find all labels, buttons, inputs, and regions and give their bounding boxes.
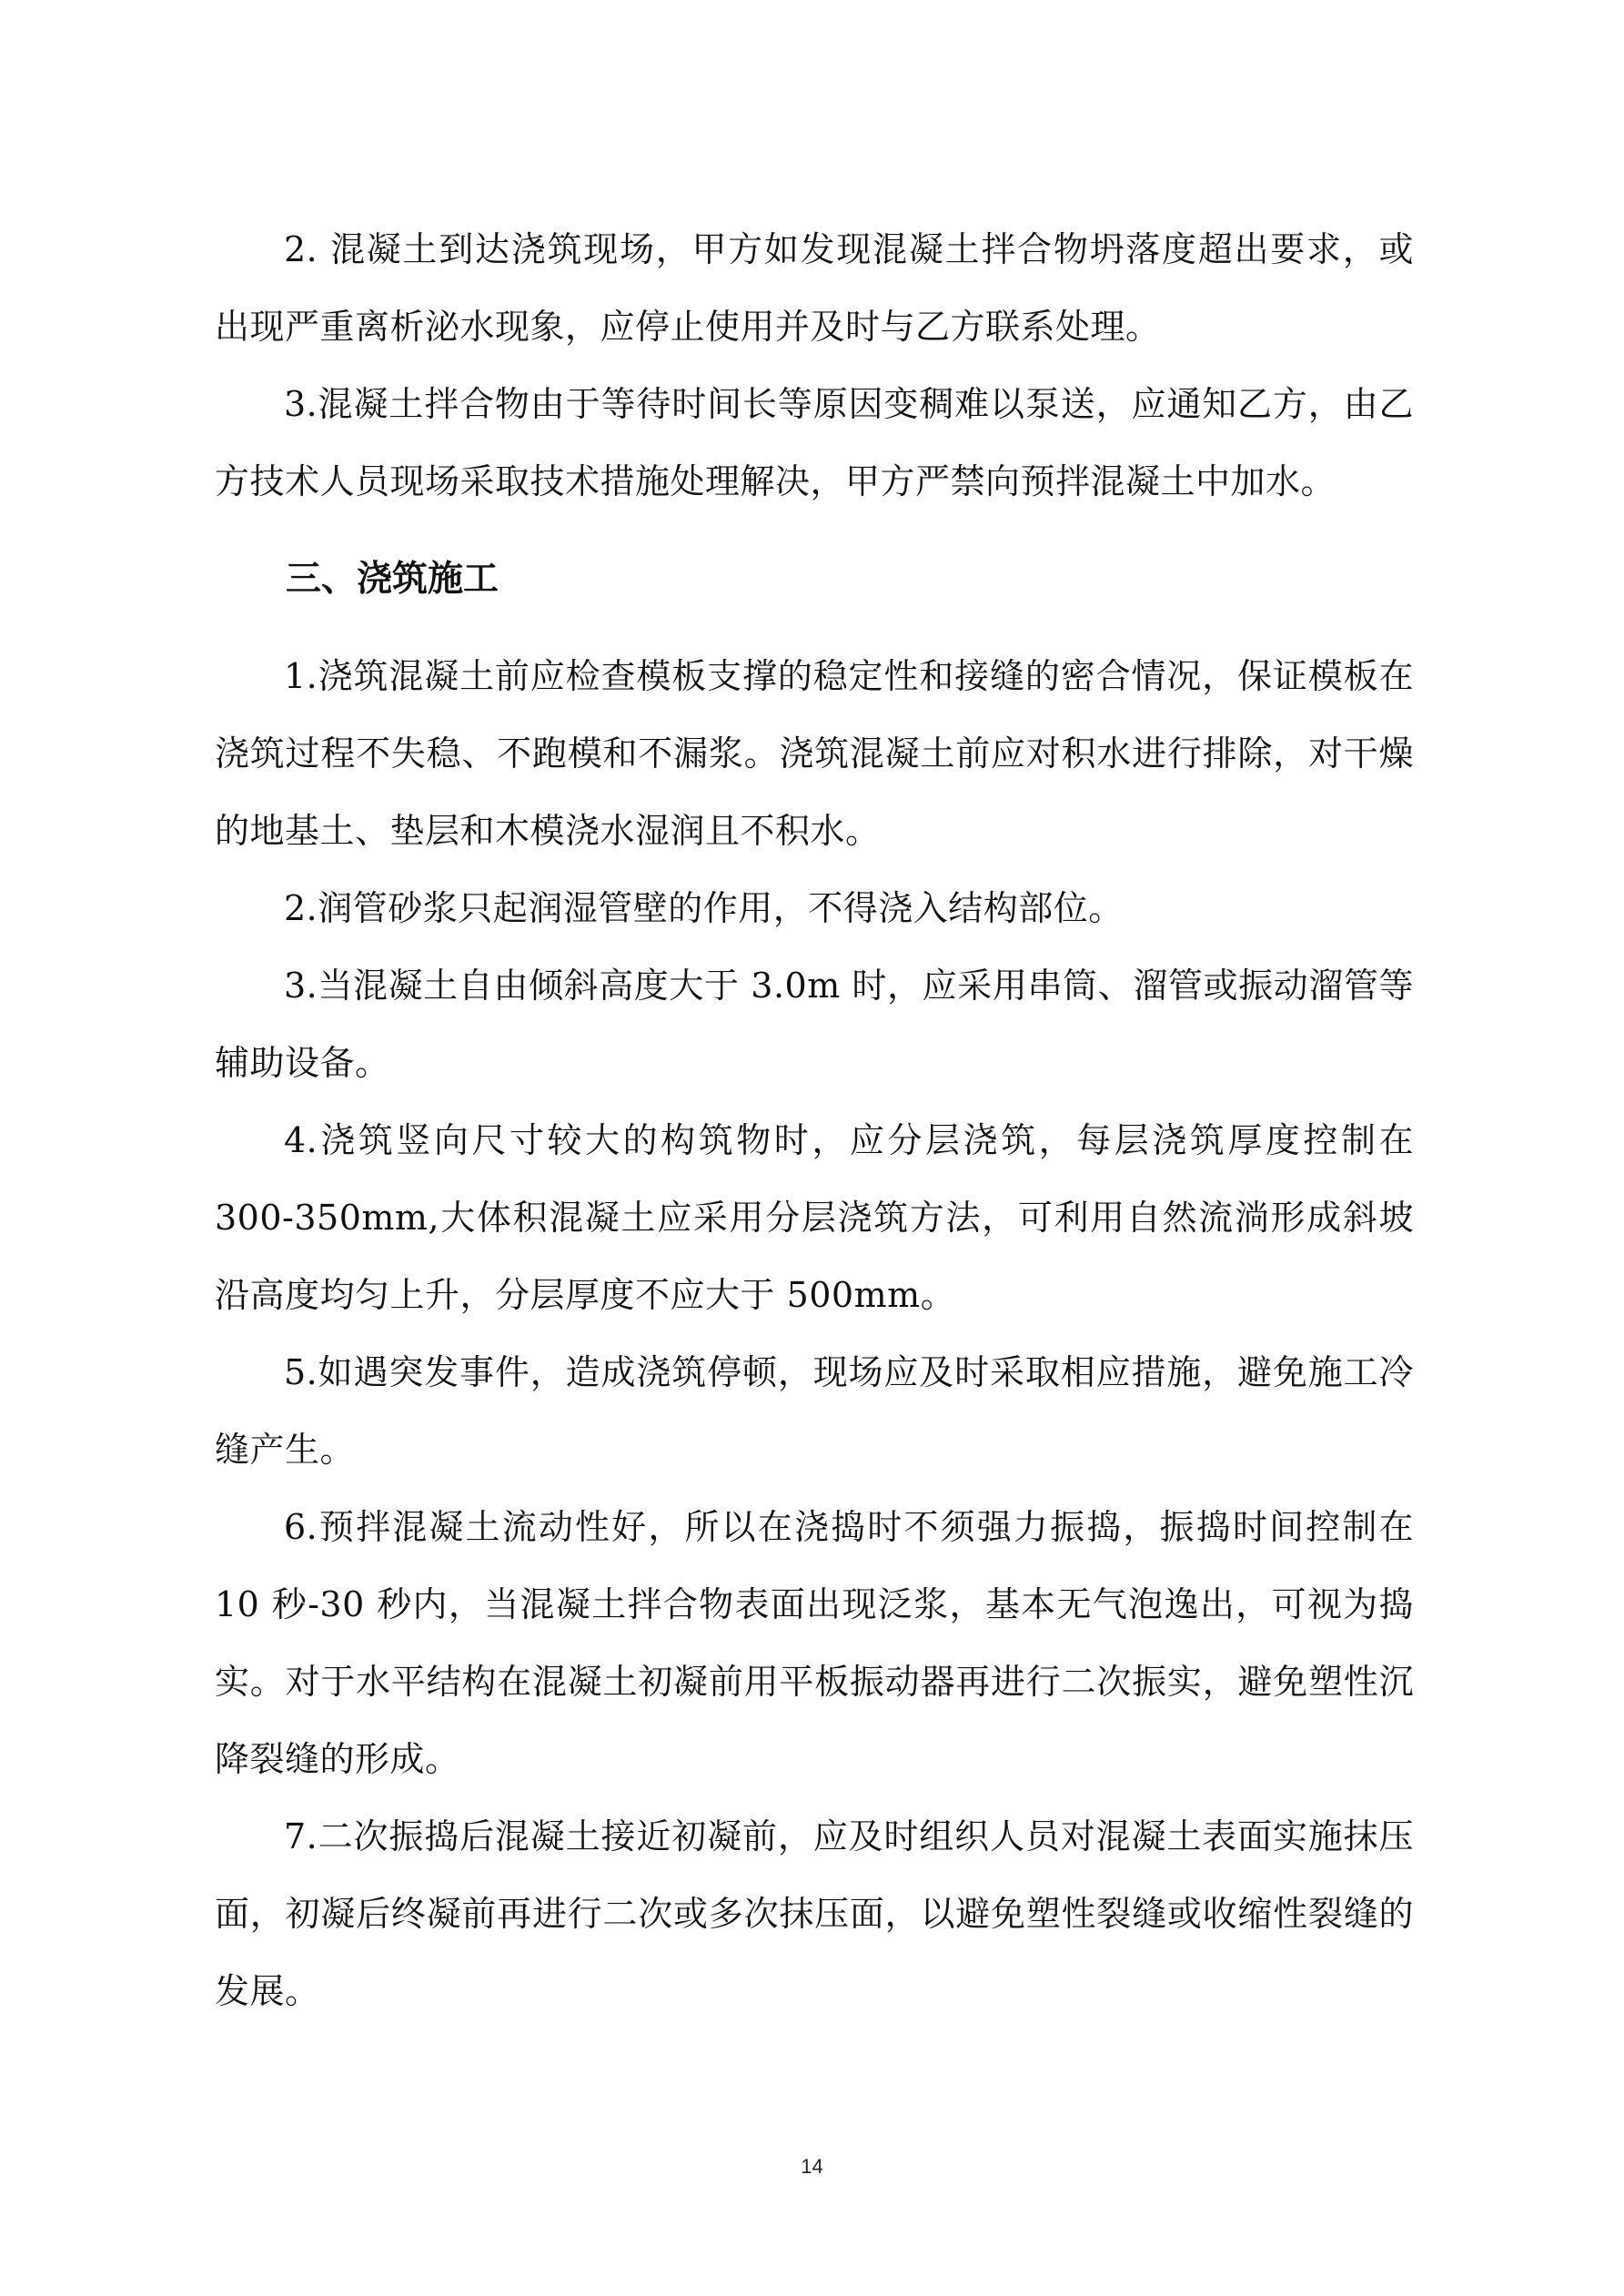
paragraph-pouring-7: 7.二次振捣后混凝土接近初凝前，应及时组织人员对混凝土表面实施抹压面，初凝后终凝前再进行二次或多次抹压面，以避免塑性裂缝或收缩性裂缝的发展。 (215, 1816, 1414, 2011)
paragraph-pouring-6: 6.预拌混凝土流动性好，所以在浇捣时不须强力振捣，振捣时间控制在 10 秒-30 秒内，当混凝土拌合物表面出现泛浆，基本无气泡逸出，可视为捣实。对于水平结构在混凝土初凝前用平板振动器再进行二次振实，避免塑性沉降裂缝的形成。 (215, 1507, 1414, 1779)
paragraph-item-3: 3.混凝土拌合物由于等待时间长等原因变稠难以泵送，应通知乙方，由乙方技术人员现场采取技术措施处理解决，甲方严禁向预拌混凝土中加水。 (215, 384, 1414, 501)
paragraph-pouring-5: 5.如遇突发事件，造成浇筑停顿，现场应及时采取相应措施，避免施工冷缝产生。 (215, 1352, 1414, 1470)
paragraph-pouring-1: 1.浇筑混凝土前应检查模板支撑的稳定性和接缝的密合情况，保证模板在浇筑过程不失稳、不跑模和不漏浆。浇筑混凝土前应对积水进行排除，对干燥的地基土、垫层和木模浇水湿润且不积水。 (215, 656, 1414, 851)
page-number: 14 (801, 2155, 823, 2178)
paragraph-pouring-3: 3.当混凝土自由倾斜高度大于 3.0m 时，应采用串筒、溜管或振动溜管等辅助设备。 (215, 966, 1414, 1083)
paragraph-pouring-2: 2.润管砂浆只起润湿管壁的作用，不得浇入结构部位。 (284, 888, 1124, 928)
paragraph-item-2: 2. 混凝土到达浇筑现场，甲方如发现混凝土拌合物坍落度超出要求，或出现严重离析泌水现象，应停止使用并及时与乙方联系处理。 (215, 229, 1414, 347)
page-content (215, 211, 1414, 2030)
paragraph-pouring-4: 4.浇筑竖向尺寸较大的构筑物时，应分层浇筑，每层浇筑厚度控制在 300-350mm,大体积混凝土应采用分层浇筑方法，可利用自然流淌形成斜坡沿高度均匀上升，分层厚度不应大于 500mm。 (215, 1120, 1414, 1315)
section-heading: 三、浇筑施工 (286, 559, 499, 600)
